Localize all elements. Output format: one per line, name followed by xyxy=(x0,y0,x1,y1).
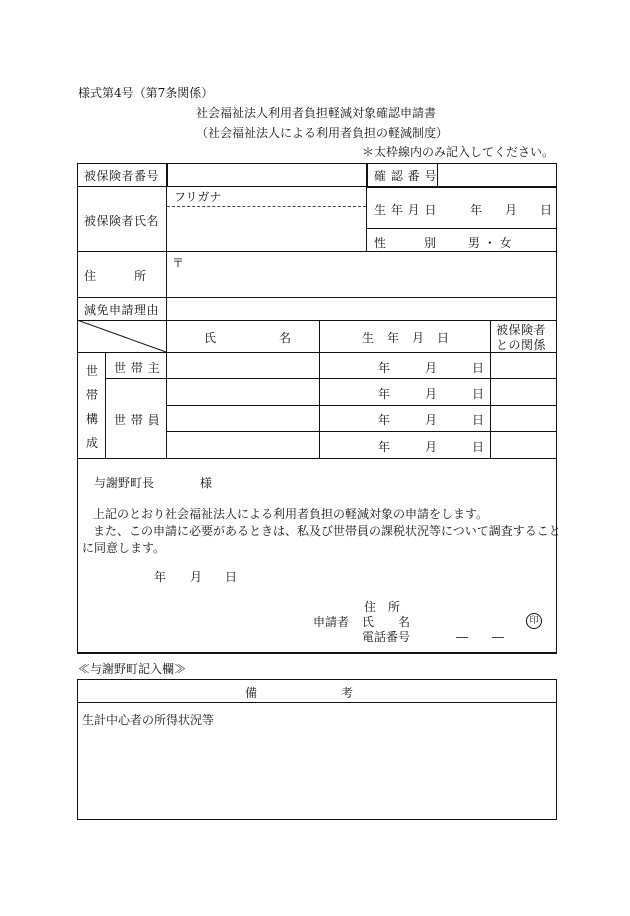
remarks-header: 備 考 xyxy=(245,686,354,700)
phone-dashes: ― ― xyxy=(456,630,505,644)
address-label: 住 所 xyxy=(84,269,147,283)
town-section-heading: ≪与謝野町記入欄≫ xyxy=(78,662,187,676)
row4-month: 月 xyxy=(425,440,438,454)
applicant-label: 申請者 xyxy=(313,615,350,629)
head-name-field[interactable] xyxy=(168,354,318,377)
member2-relation-field[interactable] xyxy=(492,407,554,430)
insured-number-label: 被保険者番号 xyxy=(84,169,160,183)
reason-label: 減免申請理由 xyxy=(84,303,160,317)
application-day: 日 xyxy=(225,570,238,584)
confirm-number-field[interactable] xyxy=(439,164,555,186)
household-label-3: 構 xyxy=(86,412,99,426)
confirm-number-label: 確 認 番 号 xyxy=(374,169,437,183)
household-label-2: 帯 xyxy=(86,388,99,402)
col-birth-header: 生 年 月 日 xyxy=(362,331,450,345)
row3-year: 年 xyxy=(378,413,391,427)
applicant-phone-label: 電話番号 xyxy=(362,630,411,644)
addressee: 与謝野町長 xyxy=(94,476,155,490)
member2-name-field[interactable] xyxy=(168,407,318,430)
member1-relation-field[interactable] xyxy=(492,380,554,404)
household-label-1: 世 xyxy=(86,364,99,378)
postal-mark: 〒 xyxy=(172,256,185,270)
row2-day: 日 xyxy=(472,387,485,401)
seal-mark: 印 xyxy=(526,613,542,629)
address-field[interactable] xyxy=(185,253,554,296)
declaration-line-2: また、この申請に必要があるときは、私及び世帯員の課税状況等について調査すること xyxy=(93,524,561,538)
row4-day: 日 xyxy=(472,440,485,454)
member3-name-field[interactable] xyxy=(168,433,318,457)
addressee-honorific: 様 xyxy=(200,476,213,490)
form-number: 様式第4号（第7条関係） xyxy=(78,86,214,100)
row4-year: 年 xyxy=(378,440,391,454)
row1-year: 年 xyxy=(378,361,391,375)
birth-year-label: 年 xyxy=(470,203,483,217)
income-status-label: 生計中心者の所得状況等 xyxy=(82,713,215,727)
household-member-label: 世 帯 員 xyxy=(114,413,161,427)
household-head-label: 世 帯 主 xyxy=(114,361,161,375)
diagonal-line xyxy=(77,320,167,353)
declaration-line-1: 上記のとおり社会福祉法人による利用者負担の軽減対象の申請をします。 xyxy=(93,507,489,521)
member1-name-field[interactable] xyxy=(168,380,318,404)
furigana-label: フリガナ xyxy=(174,190,222,204)
birth-date-label: 生 年 月 日 xyxy=(374,203,437,217)
col-relation-header-1: 被保険者 xyxy=(496,323,547,337)
form-subtitle: （社会福祉法人による利用者負担の軽減制度） xyxy=(196,126,449,140)
insured-number-field[interactable] xyxy=(168,164,365,186)
row3-day: 日 xyxy=(472,413,485,427)
col-relation-header-2: との関係 xyxy=(496,338,547,352)
row1-day: 日 xyxy=(472,361,485,375)
birth-month-label: 月 xyxy=(505,203,518,217)
furigana-field[interactable] xyxy=(230,188,364,205)
reason-field[interactable] xyxy=(168,299,554,319)
applicant-address-label: 住 所 xyxy=(364,600,401,614)
row1-month: 月 xyxy=(425,361,438,375)
row3-month: 月 xyxy=(425,413,438,427)
birth-day-label: 日 xyxy=(540,203,553,217)
insured-name-label: 被保険者氏名 xyxy=(84,214,160,228)
application-year: 年 xyxy=(154,570,167,584)
sex-options[interactable]: 男 ・ 女 xyxy=(468,236,512,250)
form-note: ＊太枠線内のみ記入してください。 xyxy=(362,145,555,159)
sex-label: 性 別 xyxy=(374,236,437,250)
row2-month: 月 xyxy=(425,387,438,401)
form-title: 社会福祉法人利用者負担軽減対象確認申請書 xyxy=(196,106,437,120)
head-relation-field[interactable] xyxy=(492,354,554,377)
row2-year: 年 xyxy=(378,387,391,401)
member3-relation-field[interactable] xyxy=(492,433,554,457)
household-label-4: 成 xyxy=(86,436,99,450)
applicant-name-label: 氏 名 xyxy=(362,615,411,629)
application-month: 月 xyxy=(190,570,203,584)
insured-name-field[interactable] xyxy=(168,208,364,250)
col-name-header: 氏 名 xyxy=(204,331,292,345)
declaration-line-3: に同意します。 xyxy=(82,541,166,555)
